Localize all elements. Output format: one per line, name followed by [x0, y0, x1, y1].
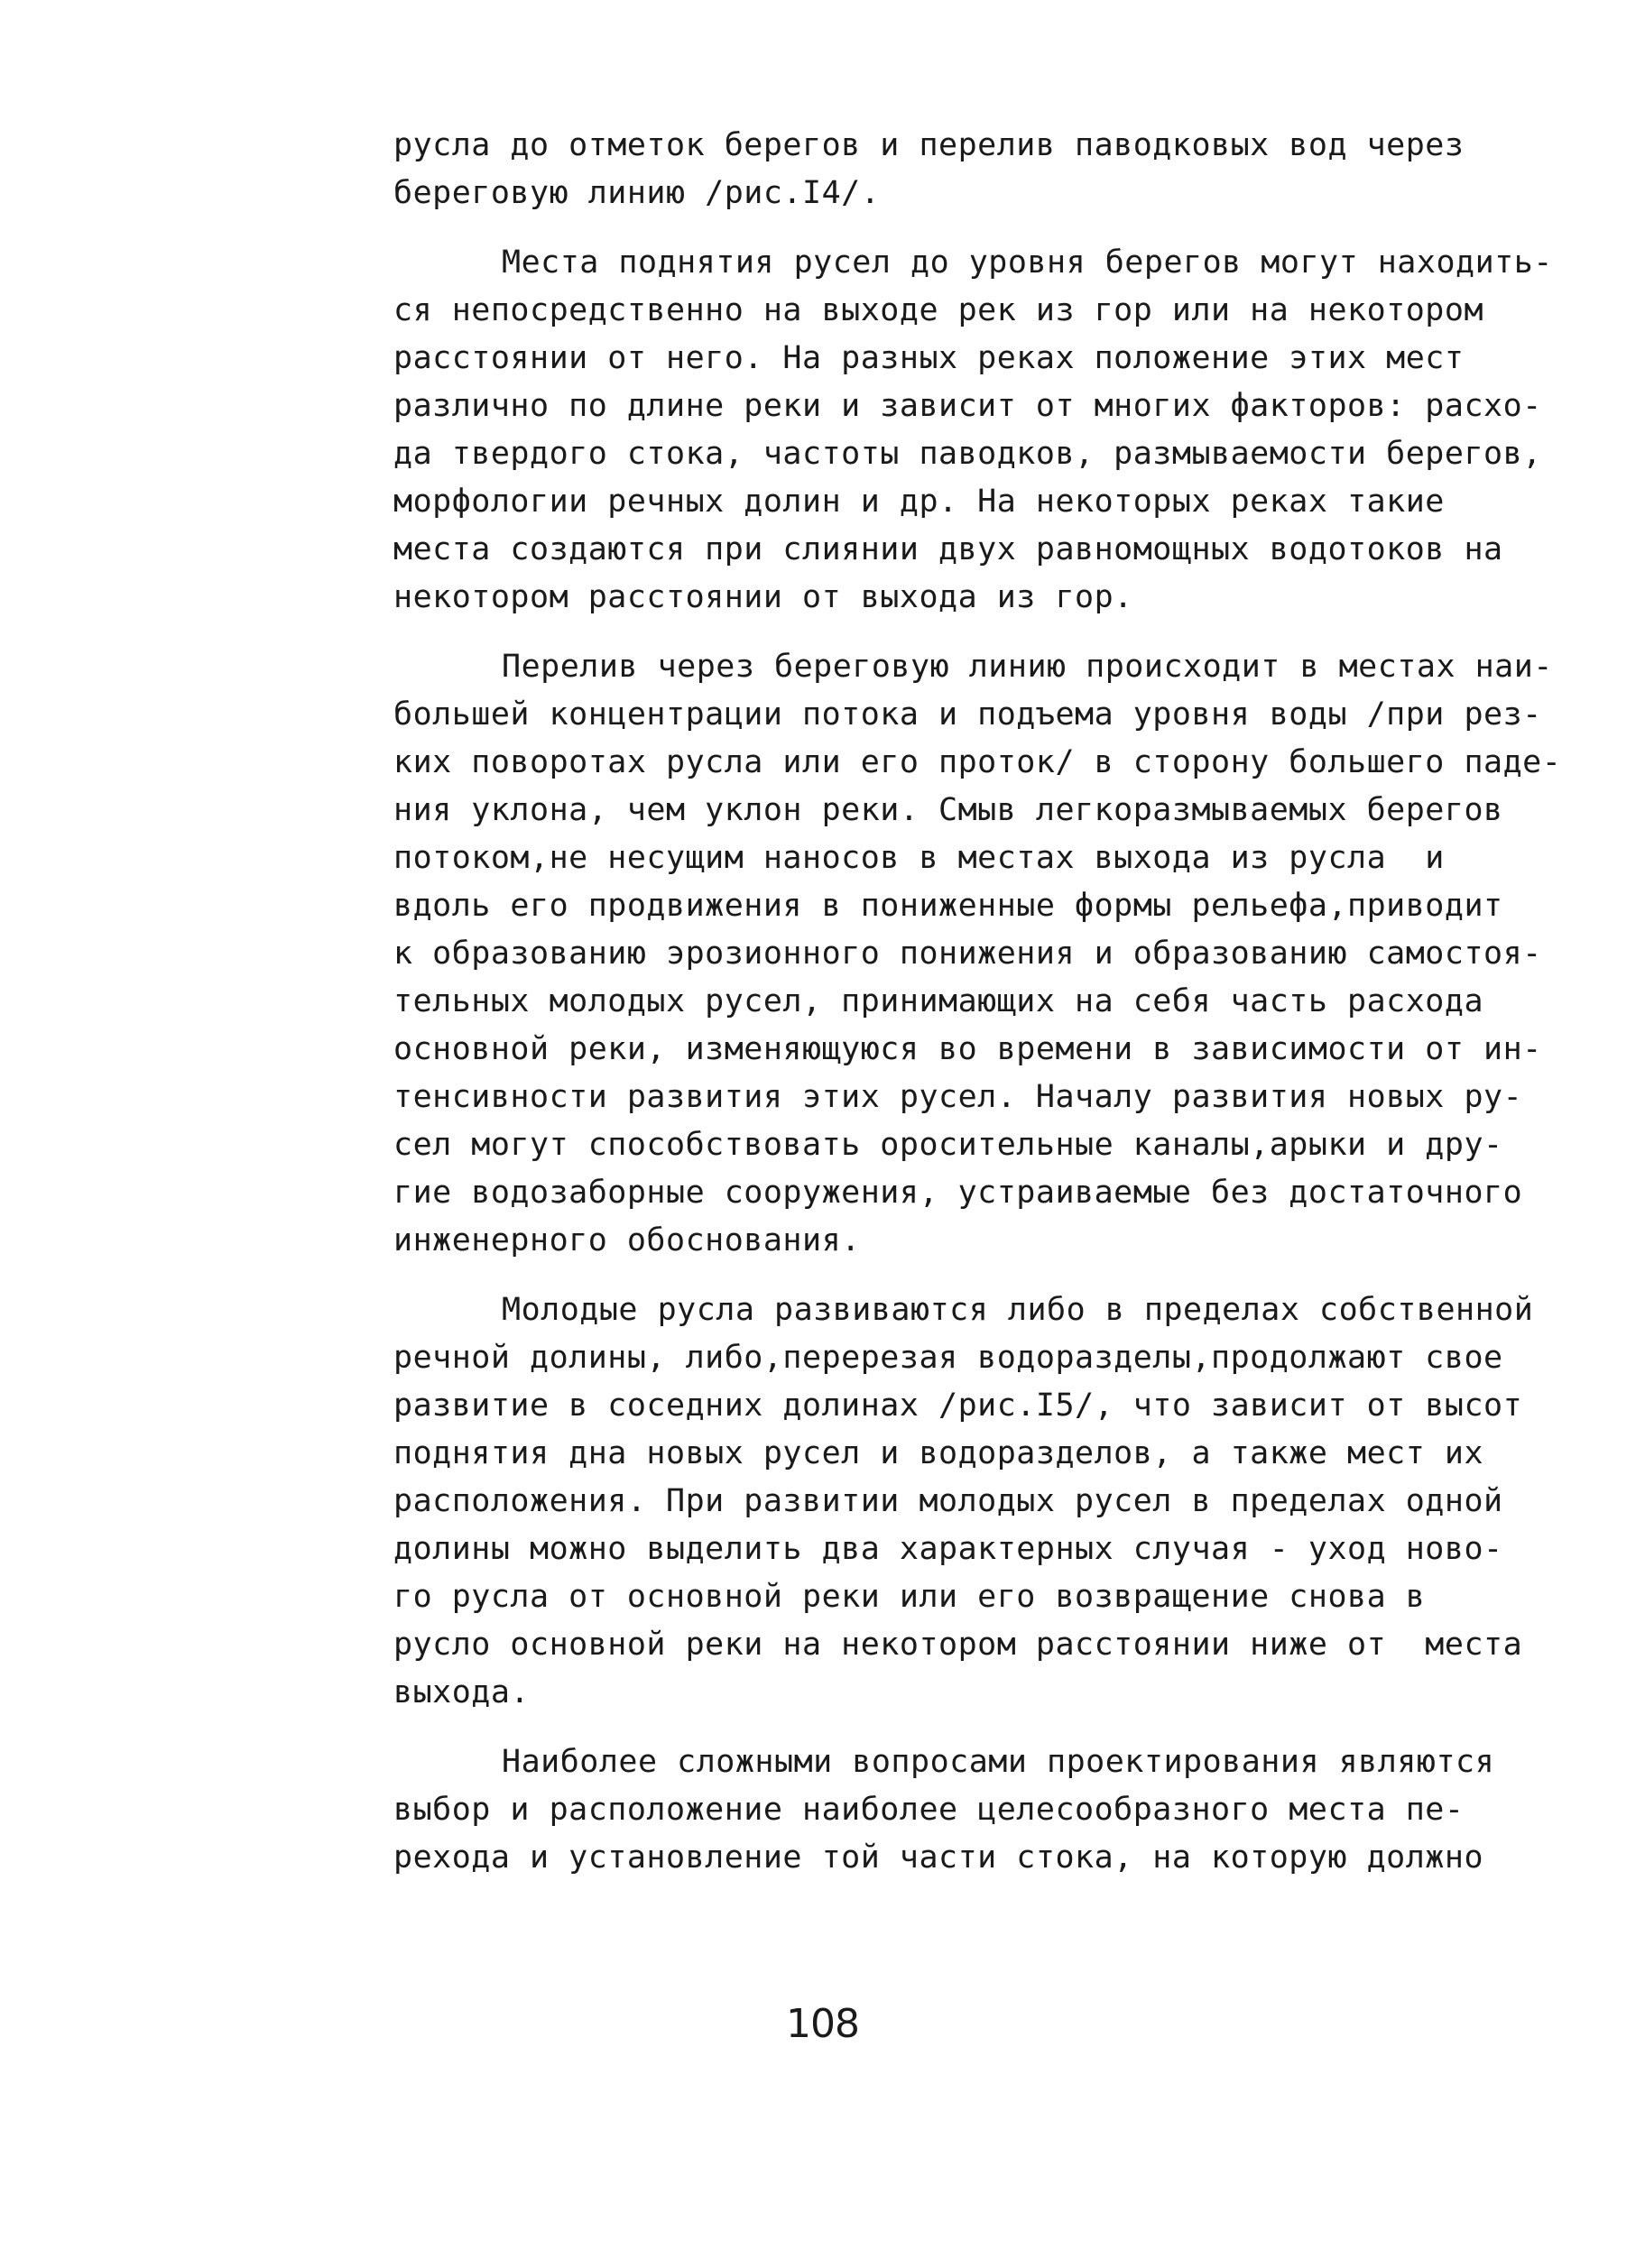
text-line: расстоянии от него. На разных реках положение этих мест	[393, 340, 1465, 376]
text-line: го русла от основной реки или его возвращение снова в	[393, 1579, 1426, 1615]
text-line: русло основной реки на некотором расстоянии ниже от места	[393, 1627, 1523, 1663]
text-line: инженерного обоснования.	[393, 1222, 861, 1258]
text-line: выхода.	[393, 1674, 531, 1710]
text-line: ся непосредственно на выходе рек из гор или на некотором	[393, 292, 1484, 328]
text-line: речной долины, либо,перерезая водоразделы,продолжают свое	[393, 1340, 1503, 1376]
text-line: основной реки, изменяющуюся во времени в зависимости от ин-	[393, 1031, 1542, 1067]
text-line: гие водозаборные сооружения, устраиваемые без достаточного	[393, 1175, 1523, 1211]
page-number: 108	[786, 2001, 859, 2047]
text-line: морфологии речных долин и др. На некоторых реках такие	[393, 484, 1445, 520]
text-line: да твердого стока, частоты паводков, размываемости берегов,	[393, 436, 1542, 472]
paragraph	[393, 122, 1621, 217]
text-line: рехода и установление той части стока, на которую должно	[393, 1839, 1484, 1876]
paragraph	[393, 1286, 1621, 1717]
text-line: ния уклона, чем уклон реки. Смыв легкоразмываемых берегов	[393, 792, 1503, 828]
text-line: Места поднятия русел до уровня берегов могут находить-	[502, 244, 1553, 281]
text-line: большей концентрации потока и подъема уровня воды /при рез-	[393, 696, 1542, 733]
paragraph	[393, 643, 1621, 1265]
text-line: Молодые русла развиваются либо в пределах собственной	[502, 1292, 1534, 1328]
text-line: места создаются при слиянии двух равномощных водотоков на	[393, 531, 1503, 567]
text-line: Наиболее сложными вопросами проектирования являются	[502, 1744, 1495, 1780]
text-line: русла до отметок берегов и перелив паводковых вод через	[393, 127, 1465, 163]
text-line: тенсивности развития этих русел. Началу развития новых ру-	[393, 1079, 1523, 1115]
paragraph	[393, 1738, 1621, 1882]
text-line: ких поворотах русла или его проток/ в сторону большего паде-	[393, 744, 1562, 780]
text-line: выбор и расположение наиболее целесообразного места пе-	[393, 1792, 1465, 1828]
text-line: потоком,не несущим наносов в местах выхода из русла и	[393, 840, 1445, 876]
text-line: Перелив через береговую линию происходит в местах наи-	[502, 649, 1553, 685]
text-line: расположения. При развитии молодых русел в пределах одной	[393, 1483, 1503, 1519]
text-line: сел могут способствовать оросительные каналы,арыки и дру-	[393, 1127, 1503, 1163]
text-line: развитие в соседних долинах /рис.I5/, что зависит от высот	[393, 1388, 1523, 1424]
text-line: некотором расстоянии от выхода из гор.	[393, 579, 1133, 615]
text-line: вдоль его продвижения в пониженные формы рельефа,приводит	[393, 888, 1503, 924]
text-line: к образованию эрозионного понижения и образованию самостоя-	[393, 936, 1542, 972]
text-line: береговую линию /рис.I4/.	[393, 175, 881, 211]
text-line: долины можно выделить два характерных случая - уход ново-	[393, 1531, 1503, 1567]
text-line: тельных молодых русел, принимающих на себя часть расхода	[393, 983, 1484, 1019]
text-line: различно по длине реки и зависит от многих факторов: расхо-	[393, 388, 1542, 424]
body-text	[393, 122, 1621, 1882]
paragraph	[393, 239, 1621, 622]
text-line: поднятия дна новых русел и водоразделов, а также мест их	[393, 1435, 1484, 1471]
